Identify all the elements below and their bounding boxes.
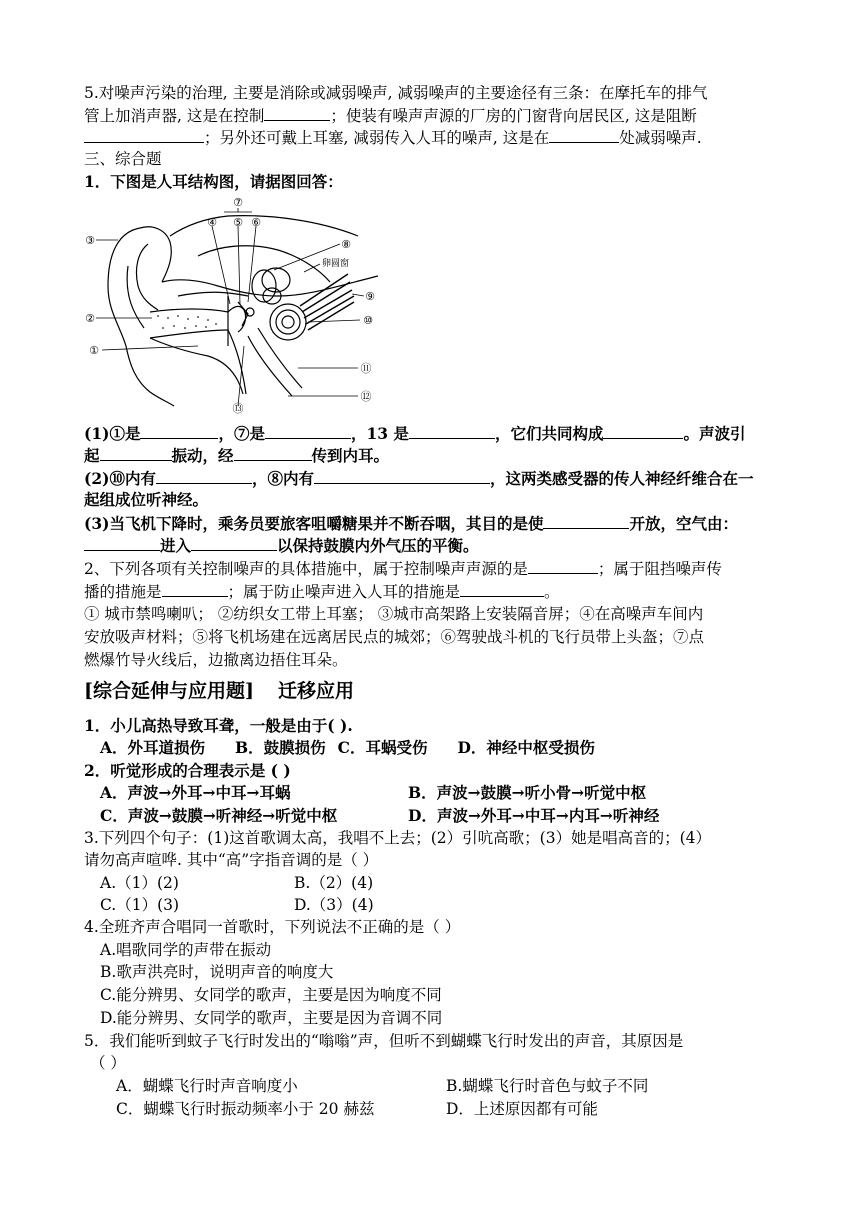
- text: (2)⑩内有: [84, 469, 156, 488]
- ext-q2-option-b[interactable]: B．声波→鼓膜→听小骨→听觉中枢: [408, 783, 647, 802]
- q5-line1: [84, 82, 708, 104]
- text: (1)①是: [84, 424, 141, 443]
- label-8: ⑧: [341, 238, 351, 251]
- text: 起: [84, 446, 100, 465]
- option-a[interactable]: A．外耳道损伤: [100, 738, 206, 757]
- ext-q2: 2．听觉形成的合理表示是 ( ): [84, 761, 291, 780]
- q5-line2: [84, 104, 697, 127]
- ext-q1-options: [100, 737, 595, 759]
- answer-blank[interactable]: [84, 126, 204, 143]
- text: 播的措施是: [84, 583, 162, 601]
- label-9: ⑨: [365, 290, 375, 303]
- q2-line3: ① 城市禁鸣喇叭； ②纺织女工带上耳塞； ③城市高架路上安装隔音屏；④在高噪声车间内: [84, 605, 704, 623]
- answer-blank[interactable]: [460, 580, 544, 597]
- ear-q1-line1: [84, 422, 745, 445]
- ext-q5-option-d[interactable]: D．上述原因都有可能: [446, 1100, 598, 1118]
- text: 。: [544, 583, 560, 601]
- answer-blank[interactable]: [84, 534, 160, 551]
- ext-q3-option-a[interactable]: A.（1）(2): [100, 874, 179, 892]
- label-6: ⑥: [251, 216, 261, 229]
- q5-line3: [84, 126, 702, 149]
- ext-q5-option-b[interactable]: B.蝴蝶飞行时音色与蚊子不同: [446, 1077, 649, 1095]
- ext-q4-option-a[interactable]: A.唱歌同学的声带在振动: [100, 941, 272, 959]
- ear-q1-line2: [84, 444, 389, 467]
- ext-q4-option-d[interactable]: D.能分辨男、女同学的歌声，主要是因为音调不同: [100, 1009, 443, 1027]
- oval-window-label: 卵圆窗: [322, 259, 350, 269]
- ext-q2-option-d[interactable]: D．声波→外耳→中耳→内耳→听神经: [408, 806, 660, 825]
- ext-q3-option-d[interactable]: D.（3）(4): [294, 896, 374, 914]
- label-3: ③: [85, 234, 95, 247]
- label-12: ⑫: [360, 390, 372, 403]
- option-c[interactable]: C．耳蜗受伤: [337, 738, 428, 757]
- ear-structure-diagram: [78, 196, 388, 418]
- answer-blank[interactable]: [314, 467, 490, 484]
- label-2: ②: [85, 312, 95, 325]
- text: ，⑧内有: [251, 469, 314, 488]
- label-13: ⑬: [232, 402, 244, 415]
- ext-q2-option-c[interactable]: C．声波→鼓膜→听神经→听觉中枢: [100, 806, 338, 825]
- text: ，⑦是: [218, 424, 265, 443]
- q5-text: 5.对噪声污染的治理, 主要是消除或减弱噪声, 减弱噪声的主要途径有三条：在摩托车的排气: [84, 84, 708, 102]
- q2-line2: [84, 580, 560, 603]
- ext-title: [综合延伸与应用题]: [84, 680, 254, 702]
- text: 振动，经: [171, 446, 234, 465]
- ear-q2-line1: [84, 467, 753, 490]
- ear-q3-line1: [84, 512, 738, 535]
- ext-q3-line2: 请勿高声喧哗. 其中“高”字指音调的是（ ）: [84, 851, 379, 869]
- q2-line4: 安放吸声材料；⑤将飞机场建在远离居民点的城郊；⑥驾驶战斗机的飞行员带上头盔；⑦点: [84, 628, 705, 646]
- answer-blank[interactable]: [603, 422, 683, 439]
- option-d[interactable]: D．神经中枢受损伤: [457, 738, 595, 757]
- q2-line1: [84, 557, 722, 580]
- label-4: ④: [207, 216, 217, 229]
- ext-q2-option-a[interactable]: A．声波→外耳→中耳→耳蜗: [100, 783, 291, 802]
- ear-q2-line2: 起组成位听神经。: [84, 490, 209, 509]
- answer-blank[interactable]: [140, 422, 218, 439]
- answer-blank[interactable]: [156, 467, 252, 484]
- text: 传到内耳。: [311, 446, 390, 465]
- text: 。声波引: [683, 424, 746, 443]
- ext-q1: 1．小儿高热导致耳聋，一般是由于( ).: [84, 716, 353, 735]
- ext-q4-option-b[interactable]: B.歌声洪亮时，说明声音的响度大: [100, 963, 334, 981]
- answer-blank[interactable]: [265, 422, 351, 439]
- label-5: ⑤: [233, 216, 243, 229]
- text: 开放，空气由：: [629, 514, 738, 533]
- ext-subtitle: 迁移应用: [277, 680, 354, 702]
- text: ；属于防止噪声进入人耳的措施是: [227, 583, 461, 601]
- q2-line5: 燃爆竹导火线后，边撤离边捂住耳朵。: [84, 651, 348, 669]
- answer-blank[interactable]: [264, 104, 330, 121]
- ext-heading: [84, 680, 354, 702]
- answer-blank[interactable]: [528, 557, 598, 574]
- ext-q4: 4.全班齐声合唱同一首歌时，下列说法不正确的是（ ）: [84, 918, 461, 936]
- label-11: ⑪: [360, 362, 372, 375]
- ext-q3-line1: 3.下列四个句子：(1)这首歌调太高，我唱不上去；(2）引吭高歌；(3）她是唱高音的；(4）: [84, 829, 711, 847]
- ext-q5-line1: 5．我们能听到蚊子飞行时发出的“嗡嗡”声，但听不到蝴蝶飞行时发出的声音，其原因是: [84, 1032, 684, 1050]
- text: 以保持鼓膜内外气压的平衡。: [277, 536, 479, 555]
- label-10: ⑩: [363, 314, 373, 327]
- label-1: ①: [89, 344, 99, 357]
- text: ；属于阻挡噪声传: [597, 560, 722, 578]
- text: (3)当飞机下降时，乘务员要旅客咀嚼糖果并不断吞咽，其目的是使: [84, 514, 544, 533]
- text: 进入: [160, 536, 192, 555]
- q5-text: 处减弱噪声.: [619, 129, 702, 147]
- section-heading: 三、综合题: [84, 150, 162, 168]
- answer-blank[interactable]: [100, 444, 172, 461]
- option-b[interactable]: B．鼓膜损伤: [235, 738, 326, 757]
- ext-q3-option-b[interactable]: B.（2）(4): [294, 874, 374, 892]
- label-7: ⑦: [233, 196, 243, 209]
- ext-q3-option-c[interactable]: C.（1）(3): [100, 896, 180, 914]
- ear-question: 1．下图是人耳结构图，请据图回答：: [84, 172, 343, 191]
- answer-blank[interactable]: [409, 422, 495, 439]
- ear-q3-line2: [84, 534, 479, 557]
- answer-blank[interactable]: [549, 126, 619, 143]
- text: ，它们共同构成: [494, 424, 604, 443]
- answer-blank[interactable]: [543, 512, 629, 529]
- ext-q4-option-c[interactable]: C.能分辨男、女同学的歌声，主要是因为响度不同: [100, 986, 442, 1004]
- q5-text: ；另外还可戴上耳塞, 减弱传入人耳的噪声, 这是在: [204, 129, 550, 147]
- text: 2、下列各项有关控制噪声的具体措施中，属于控制噪声声源的是: [84, 560, 528, 578]
- q5-text: ；使装有噪声声源的厂房的门窗背向居民区, 这是阻断: [330, 107, 697, 125]
- answer-blank[interactable]: [234, 444, 312, 461]
- answer-blank[interactable]: [162, 580, 228, 597]
- ext-q5-line2: （ ）: [90, 1054, 126, 1072]
- text: ，这两类感受器的传人神经纤维合在一: [489, 469, 754, 488]
- q5-text: 管上加消声器, 这是在控制: [84, 107, 265, 125]
- text: ，13 是: [350, 424, 409, 443]
- ext-q5-option-a[interactable]: A．蝴蝶飞行时声音响度小: [116, 1077, 298, 1095]
- answer-blank[interactable]: [191, 534, 277, 551]
- ext-q5-option-c[interactable]: C．蝴蝶飞行时振动频率小于 20 赫兹: [116, 1100, 375, 1118]
